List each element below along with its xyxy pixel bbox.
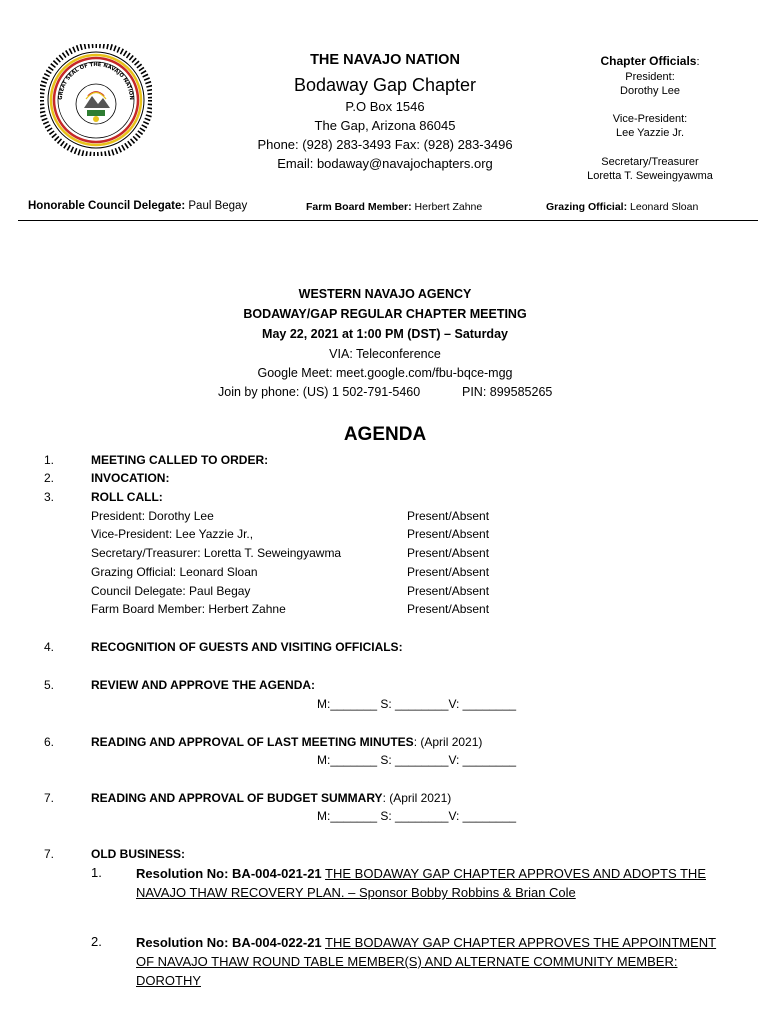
city-line: The Gap, Arizona 86045 <box>314 118 456 133</box>
agenda-item-review-agenda: REVIEW AND APPROVE THE AGENDA: <box>91 678 316 692</box>
email-line: Email: bodaway@navajochapters.org <box>277 156 493 171</box>
join-by-phone: Join by phone: (US) 1 502-791-5460 <box>218 385 421 399</box>
meeting-type: BODAWAY/GAP REGULAR CHAPTER MEETING <box>243 307 527 321</box>
seal-text: GREAT SEAL OF THE NAVAJO NATION <box>57 61 135 101</box>
google-meet-link: Google Meet: meet.google.com/fbu-bqce-mgg <box>257 366 513 380</box>
agenda-item-minutes: READING AND APPROVAL OF LAST MEETING MINUTES: (April 2021) <box>91 735 483 749</box>
chapter-name: Bodaway Gap Chapter <box>293 75 477 95</box>
chapter-officials-heading: Chapter Officials: <box>600 54 700 68</box>
agenda-item-number: 7. <box>44 847 55 861</box>
grazing-official: Grazing Official: Leonard Sloan <box>546 201 699 213</box>
roll-call-name: Council Delegate: Paul Begay <box>91 584 251 598</box>
president-label: President: <box>625 71 675 83</box>
secretary-name: Loretta T. Seweingyawma <box>587 170 713 182</box>
roll-call-status: Present/Absent <box>407 602 490 616</box>
agenda-item-recognition: RECOGNITION OF GUESTS AND VISITING OFFICIALS: <box>91 640 403 654</box>
roll-call-status: Present/Absent <box>407 565 490 579</box>
roll-call-status: Present/Absent <box>407 546 490 560</box>
agenda-item-number: 4. <box>44 640 55 654</box>
agenda-item-number: 3. <box>44 490 55 504</box>
secretary-label: Secretary/Treasurer <box>601 156 699 168</box>
agenda-item-call-to-order: MEETING CALLED TO ORDER: <box>91 453 269 467</box>
roll-call-status: Present/Absent <box>407 584 490 598</box>
agenda-item-budget: READING AND APPROVAL OF BUDGET SUMMARY: (April 2021) <box>91 791 452 805</box>
roll-call-name: Secretary/Treasurer: Loretta T. Seweingyawma <box>91 546 342 560</box>
resolution-item: Resolution No: BA-004-021-21 THE BODAWAY GAP CHAPTER APPROVES AND ADOPTS THE NAVAJO THAW RECOVERY PLAN. – Sponsor Bobby Robbins & Brian Cole <box>136 866 706 900</box>
roll-call-name: Vice-President: Lee Yazzie Jr., <box>91 527 254 541</box>
phone-fax-line: Phone: (928) 283-3493 Fax: (928) 283-3496 <box>257 137 513 152</box>
header-divider <box>18 220 758 221</box>
agenda-item-old-business: OLD BUSINESS: <box>91 847 186 861</box>
roll-call-name: Farm Board Member: Herbert Zahne <box>91 602 286 616</box>
agenda-item-invocation: INVOCATION: <box>91 471 170 485</box>
roll-call-name: President: Dorothy Lee <box>91 509 214 523</box>
roll-call-name: Grazing Official: Leonard Sloan <box>91 565 258 579</box>
motion-line: M:_______ S: ________V: ________ <box>317 809 517 823</box>
motion-line: M:_______ S: ________V: ________ <box>317 697 517 711</box>
agenda-item-roll-call: ROLL CALL: <box>91 490 163 504</box>
vice-president-name: Lee Yazzie Jr. <box>615 127 685 139</box>
nation-title: THE NAVAJO NATION <box>310 52 460 68</box>
agenda-item-number: 5. <box>44 678 55 692</box>
meeting-datetime: May 22, 2021 at 1:00 PM (DST) – Saturday <box>262 327 508 341</box>
po-box: P.O Box 1546 <box>345 99 425 114</box>
navajo-nation-seal <box>40 44 152 156</box>
agenda-item-number: 1. <box>44 453 55 467</box>
meeting-pin: PIN: 899585265 <box>462 385 553 399</box>
agenda-item-number: 7. <box>44 791 55 805</box>
roll-call-status: Present/Absent <box>407 527 490 541</box>
farm-board-member: Farm Board Member: Herbert Zahne <box>306 201 483 213</box>
resolution-number: 2. <box>91 934 102 949</box>
resolution-item: Resolution No: BA-004-022-21 THE BODAWAY GAP CHAPTER APPROVES THE APPOINTMENT OF NAVAJO THAW ROUND TABLE MEMBER(S) AND ALTERNATE COMMUNITY MEMBER: DOROTHY <box>136 935 717 988</box>
roll-call-status: Present/Absent <box>407 509 490 523</box>
resolution-number: 1. <box>91 865 102 880</box>
council-delegate: Honorable Council Delegate: Paul Begay <box>28 200 248 212</box>
motion-line: M:_______ S: ________V: ________ <box>317 753 517 767</box>
agenda-item-number: 6. <box>44 735 55 749</box>
agenda-item-number: 2. <box>44 471 55 485</box>
agency-name: WESTERN NAVAJO AGENCY <box>298 287 472 301</box>
agenda-title: AGENDA <box>343 424 427 445</box>
president-name: Dorothy Lee <box>620 85 680 97</box>
vice-president-label: Vice-President: <box>612 113 688 125</box>
meeting-via: VIA: Teleconference <box>329 347 441 361</box>
